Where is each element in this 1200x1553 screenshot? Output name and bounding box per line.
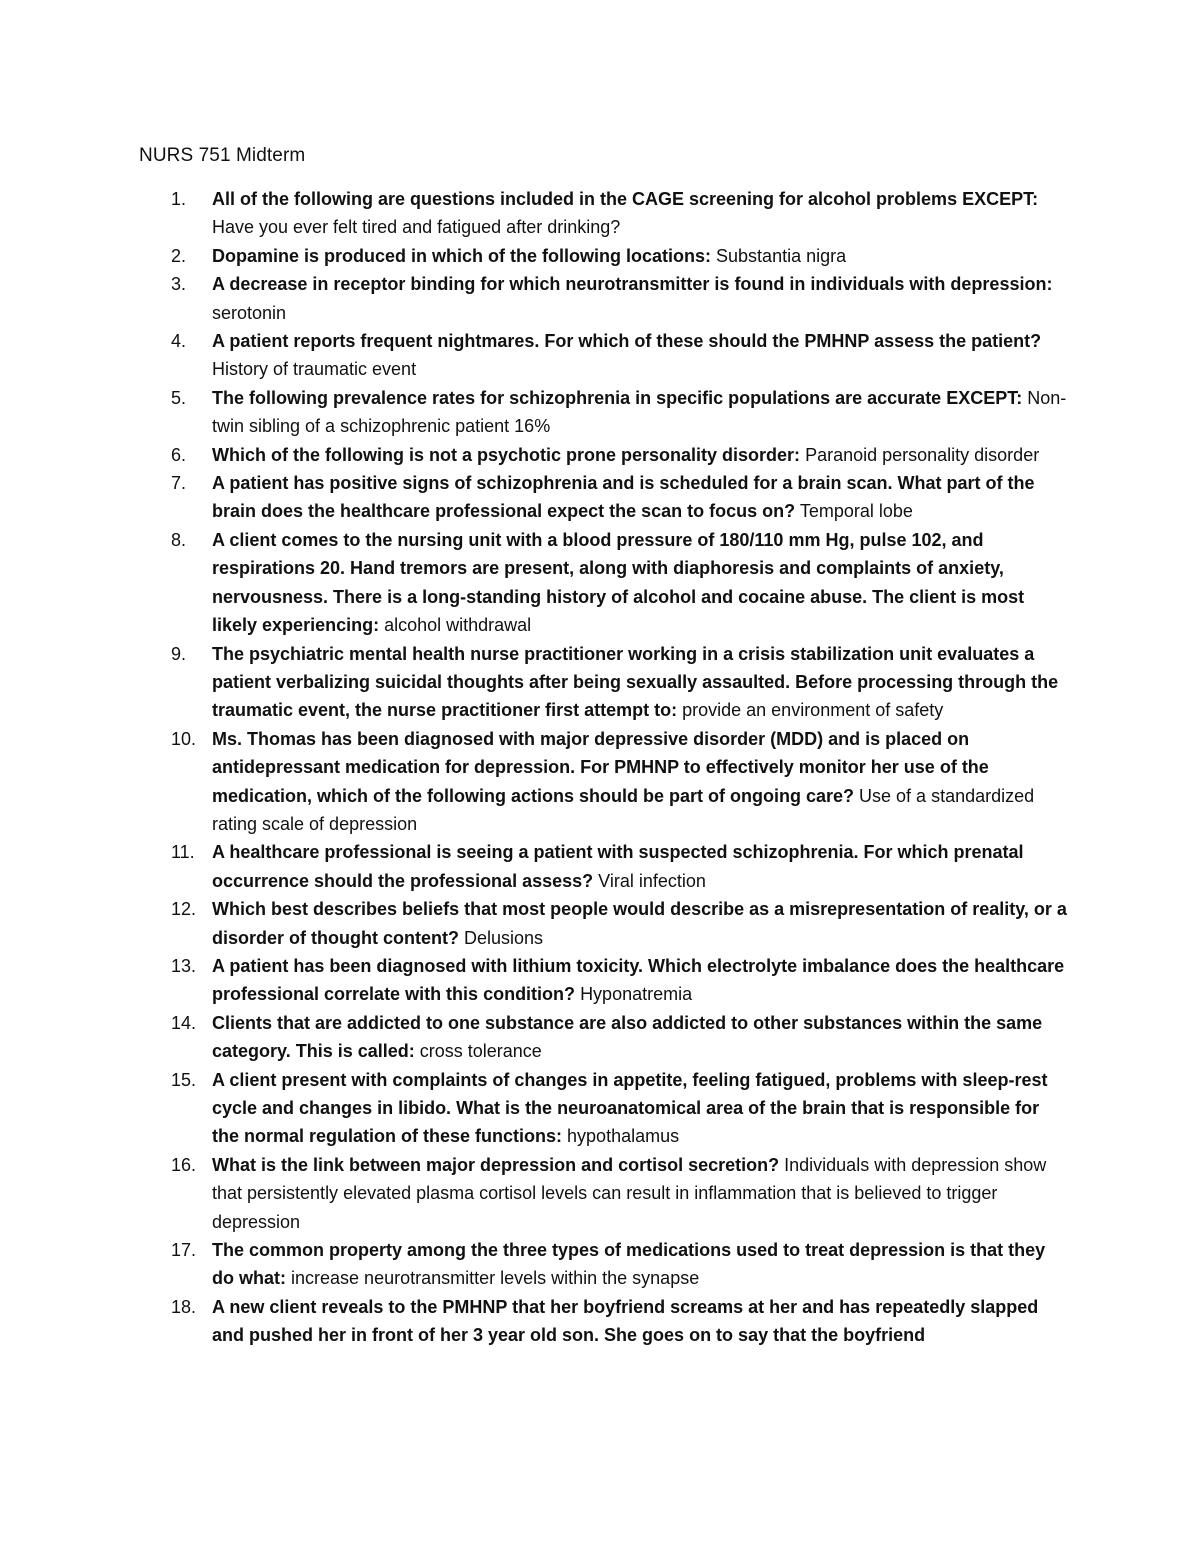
question-number: 7. (171, 473, 187, 494)
question-number: 6. (171, 444, 187, 465)
answer-text: History of traumatic event (212, 359, 417, 380)
question-number: 14. (171, 1012, 197, 1033)
question-text: What is the link between major depression and cortisol secretion? (212, 1154, 780, 1175)
question-number: 10. (171, 728, 197, 749)
question-text: The psychiatric mental health nurse practitioner working in a crisis stabilization unit evaluates a patient verbalizing suicidal thoughts after being sexually assaulted. Before processing through the traumatic event, the nurse practitioner first attempt to: (212, 643, 1059, 721)
answer-text: provide an environment of safety (682, 700, 944, 721)
question-number: 15. (171, 1069, 197, 1090)
question-text: All of the following are questions included in the CAGE screening for alcohol problems EXCEPT: (212, 189, 1039, 209)
answer-text: Have you ever felt tired and fatigued after drinking? (212, 217, 621, 238)
question-item (139, 270, 1069, 327)
question-number: 18. (171, 1296, 197, 1317)
question-text: Clients that are addicted to one substance are also addicted to other substances within the same category. This is called: (212, 1012, 1043, 1062)
question-item (139, 725, 1069, 839)
question-item (139, 838, 1069, 895)
question-text: Dopamine is produced in which of the following locations: (212, 245, 712, 266)
question-text: Which of the following is not a psychotic prone personality disorder: (212, 444, 801, 465)
question-item (139, 640, 1069, 725)
question-number: 3. (171, 274, 187, 295)
question-number: 12. (171, 899, 197, 920)
question-item (139, 327, 1069, 384)
question-text: The common property among the three types of medications used to treat depression is that they do what: (212, 1240, 1046, 1289)
answer-text: increase neurotransmitter levels within the synapse (291, 1268, 700, 1289)
answer-text: Paranoid personality disorder (805, 444, 1040, 465)
answer-text: Use of a standardized rating scale of depression (212, 785, 1035, 834)
question-number: 9. (171, 643, 187, 664)
question-number: 17. (171, 1240, 197, 1261)
question-text: A patient has positive signs of schizophrenia and is scheduled for a brain scan. What part of the brain does the healthcare professional expect the scan to focus on? (212, 473, 1035, 522)
question-item (139, 384, 1069, 441)
question-item (139, 242, 1069, 270)
answer-text: serotonin (212, 302, 287, 323)
question-item (139, 1236, 1069, 1293)
question-text: A patient has been diagnosed with lithium toxicity. Which electrolyte imbalance does the healthcare professional correlate with this condition? (212, 955, 1065, 1005)
answer-text: Viral infection (598, 870, 706, 891)
question-text: A client comes to the nursing unit with a blood pressure of 180/110 mm Hg, pulse 102, and respirations 20. Hand tremors are present, along with diaphoresis and complaints of anxiety, nervousness. There is a long-standing history of alcohol and cocaine abuse. The client is most likely experiencing: (212, 529, 1025, 636)
question-item (139, 185, 1069, 242)
question-item (139, 1009, 1069, 1066)
answer-text: hypothalamus (567, 1126, 680, 1147)
question-item (139, 1293, 1069, 1350)
question-text: Ms. Thomas has been diagnosed with major depressive disorder (MDD) and is placed on antidepressant medication for depression. For PMHNP to effectively monitor her use of the medication, which of the following actions should be part of ongoing care? (212, 728, 989, 806)
question-text: A decrease in receptor binding for which neurotransmitter is found in individuals with depression: (212, 274, 1053, 295)
question-text: A patient reports frequent nightmares. For which of these should the PMHNP assess the patient? (212, 331, 1042, 352)
question-item (139, 952, 1069, 1009)
question-number: 4. (171, 331, 187, 352)
answer-text: cross tolerance (419, 1041, 542, 1062)
question-item (139, 1066, 1069, 1151)
question-number: 16. (171, 1154, 197, 1175)
question-item (139, 469, 1069, 526)
question-number: 5. (171, 387, 187, 408)
question-text: A healthcare professional is seeing a patient with suspected schizophrenia. For which prenatal occurrence should the professional assess? (212, 842, 1024, 891)
answer-text: Delusions (463, 927, 544, 948)
question-number: 1. (171, 189, 187, 209)
question-number: 2. (171, 245, 187, 266)
question-number: 11. (171, 842, 195, 863)
question-text: Which best describes beliefs that most people would describe as a misrepresentation of reality, or a disorder of thought content? (212, 899, 1067, 948)
question-number: 13. (171, 955, 197, 976)
answer-text: Substantia nigra (716, 245, 847, 266)
answer-text: alcohol withdrawal (384, 615, 532, 636)
question-item (139, 441, 1069, 469)
question-text: The following prevalence rates for schizophrenia in specific populations are accurate EXCEPT: (212, 387, 1023, 408)
question-text: A client present with complaints of changes in appetite, feeling fatigued, problems with sleep-rest cycle and changes in libido. What is the neuroanatomical area of the brain that is responsible for the normal regulation of these functions: (212, 1069, 1048, 1147)
question-item (139, 526, 1069, 640)
question-text: A new client reveals to the PMHNP that her boyfriend screams at her and has repeatedly slapped and pushed her in front of her 3 year old son. She goes on to say that the boyfriend (212, 1296, 1039, 1346)
answer-text: Temporal lobe (799, 501, 913, 522)
answer-text: Non-twin sibling of a schizophrenic patient 16% (212, 387, 1067, 437)
question-item (139, 895, 1069, 952)
answer-text: Hyponatremia (580, 984, 693, 1005)
answer-text: Individuals with depression show that persistently elevated plasma cortisol levels can result in inflammation that is believed to trigger depression (212, 1154, 1047, 1232)
document-title: NURS 751 Midterm (139, 145, 306, 166)
question-number: 8. (171, 529, 187, 550)
question-list (139, 185, 1069, 1350)
question-item (139, 1151, 1069, 1236)
